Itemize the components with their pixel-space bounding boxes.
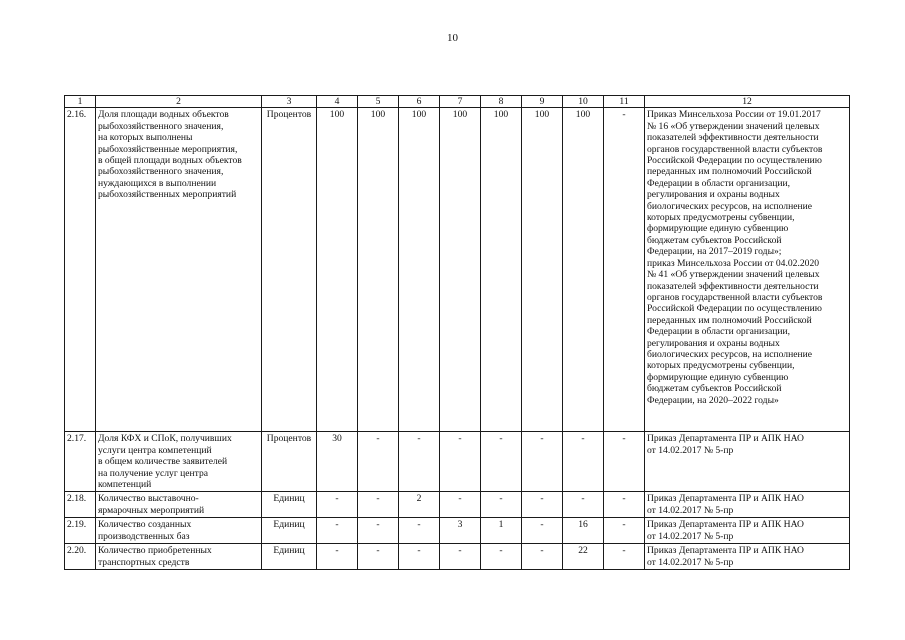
- value-cell: -: [481, 492, 522, 518]
- value-cell: 1: [481, 518, 522, 544]
- value-cell: -: [563, 432, 604, 492]
- unit: Единиц: [262, 518, 317, 544]
- row-number: 2.19.: [65, 518, 96, 544]
- value-cell: -: [317, 518, 358, 544]
- table-row: [65, 492, 850, 518]
- value-cell: 30: [317, 432, 358, 492]
- row-number: 2.18.: [65, 492, 96, 518]
- value-cell: -: [440, 432, 481, 492]
- col-header-12: 12: [645, 96, 850, 108]
- value-cell: 100: [522, 108, 563, 432]
- legal-basis: Приказ Минсельхоза России от 19.01.2017 № 16 «Об утверждении значений целевых показателей эффективности деятельности органов государственной власти субъектов Российской Федерации по осуществлению переданных им полномочий Российской Федерации в области организации, регулирования и охраны водных биологических ресурсов, на исполнение которых предусмотрены субвенции, формирующие единую субвенцию бюджетам субъектов Российской Федерации, на 2017–2019 годы»; приказ Минсельхоза России от 04.02.2020 № 41 «Об утверждении значений целевых показателей эффективности деятельности органов государственной власти субъектов Российской Федерации по осуществлению переданных им полномочий Российской Федерации в области организации, регулирования и охраны водных биологических ресурсов, на исполнение которых предусмотрены субвенции, формирующие единую субвенцию бюджетам субъектов Российской Федерации, на 2020–2022 годы»: [645, 108, 850, 432]
- value-cell: -: [522, 544, 563, 570]
- value-cell: -: [481, 432, 522, 492]
- value-cell: -: [563, 492, 604, 518]
- col-header-9: 9: [522, 96, 563, 108]
- legal-basis: Приказ Департамента ПР и АПК НАО от 14.02.2017 № 5-пр: [645, 492, 850, 518]
- value-cell: 100: [481, 108, 522, 432]
- value-cell: -: [481, 544, 522, 570]
- value-cell: 100: [399, 108, 440, 432]
- indicator-name: Доля КФХ и СПоК, получивших услуги центра компетенций в общем количестве заявителей на получение услуг центра компетенций: [96, 432, 262, 492]
- value-cell: -: [399, 544, 440, 570]
- table-row: [65, 432, 850, 492]
- value-cell: 100: [317, 108, 358, 432]
- value-cell: -: [604, 518, 645, 544]
- value-cell: -: [399, 432, 440, 492]
- unit: Процентов: [262, 108, 317, 432]
- value-cell: 2: [399, 492, 440, 518]
- value-cell: -: [522, 432, 563, 492]
- table-row: [65, 518, 850, 544]
- value-cell: -: [440, 492, 481, 518]
- indicator-name: Количество выставочно- ярмарочных мероприятий: [96, 492, 262, 518]
- unit: Процентов: [262, 432, 317, 492]
- legal-basis: Приказ Департамента ПР и АПК НАО от 14.02.2017 № 5-пр: [645, 544, 850, 570]
- row-number: 2.17.: [65, 432, 96, 492]
- value-cell: -: [522, 492, 563, 518]
- value-cell: -: [522, 518, 563, 544]
- value-cell: 22: [563, 544, 604, 570]
- legal-basis: Приказ Департамента ПР и АПК НАО от 14.02.2017 № 5-пр: [645, 432, 850, 492]
- value-cell: -: [317, 544, 358, 570]
- value-cell: 100: [358, 108, 399, 432]
- col-header-8: 8: [481, 96, 522, 108]
- value-cell: -: [358, 518, 399, 544]
- row-number: 2.20.: [65, 544, 96, 570]
- value-cell: -: [604, 108, 645, 432]
- col-header-3: 3: [262, 96, 317, 108]
- value-cell: -: [358, 544, 399, 570]
- col-header-6: 6: [399, 96, 440, 108]
- col-header-2: 2: [96, 96, 262, 108]
- col-header-11: 11: [604, 96, 645, 108]
- value-cell: 100: [563, 108, 604, 432]
- col-header-7: 7: [440, 96, 481, 108]
- value-cell: 3: [440, 518, 481, 544]
- value-cell: 100: [440, 108, 481, 432]
- indicator-name: Количество приобретенных транспортных средств: [96, 544, 262, 570]
- value-cell: -: [317, 492, 358, 518]
- col-header-5: 5: [358, 96, 399, 108]
- table-row: [65, 108, 850, 432]
- value-cell: -: [358, 492, 399, 518]
- col-header-10: 10: [563, 96, 604, 108]
- indicator-name: Количество созданных производственных баз: [96, 518, 262, 544]
- col-header-1: 1: [65, 96, 96, 108]
- value-cell: -: [604, 432, 645, 492]
- indicator-name: Доля площади водных объектов рыбохозяйственного значения, на которых выполнены рыбохозяйственные мероприятия, в общей площади водных объектов рыбохозяйственного значения, нуждающихся в выполнении рыбохозяйственных мероприятий: [96, 108, 262, 432]
- unit: Единиц: [262, 492, 317, 518]
- value-cell: -: [399, 518, 440, 544]
- header-row: [65, 96, 850, 108]
- value-cell: -: [604, 492, 645, 518]
- legal-basis: Приказ Департамента ПР и АПК НАО от 14.02.2017 № 5-пр: [645, 518, 850, 544]
- page-number: 10: [447, 32, 458, 44]
- value-cell: -: [440, 544, 481, 570]
- row-number: 2.16.: [65, 108, 96, 432]
- value-cell: -: [604, 544, 645, 570]
- col-header-4: 4: [317, 96, 358, 108]
- value-cell: 16: [563, 518, 604, 544]
- indicators-table: [64, 95, 850, 570]
- table-row: [65, 544, 850, 570]
- unit: Единиц: [262, 544, 317, 570]
- value-cell: -: [358, 432, 399, 492]
